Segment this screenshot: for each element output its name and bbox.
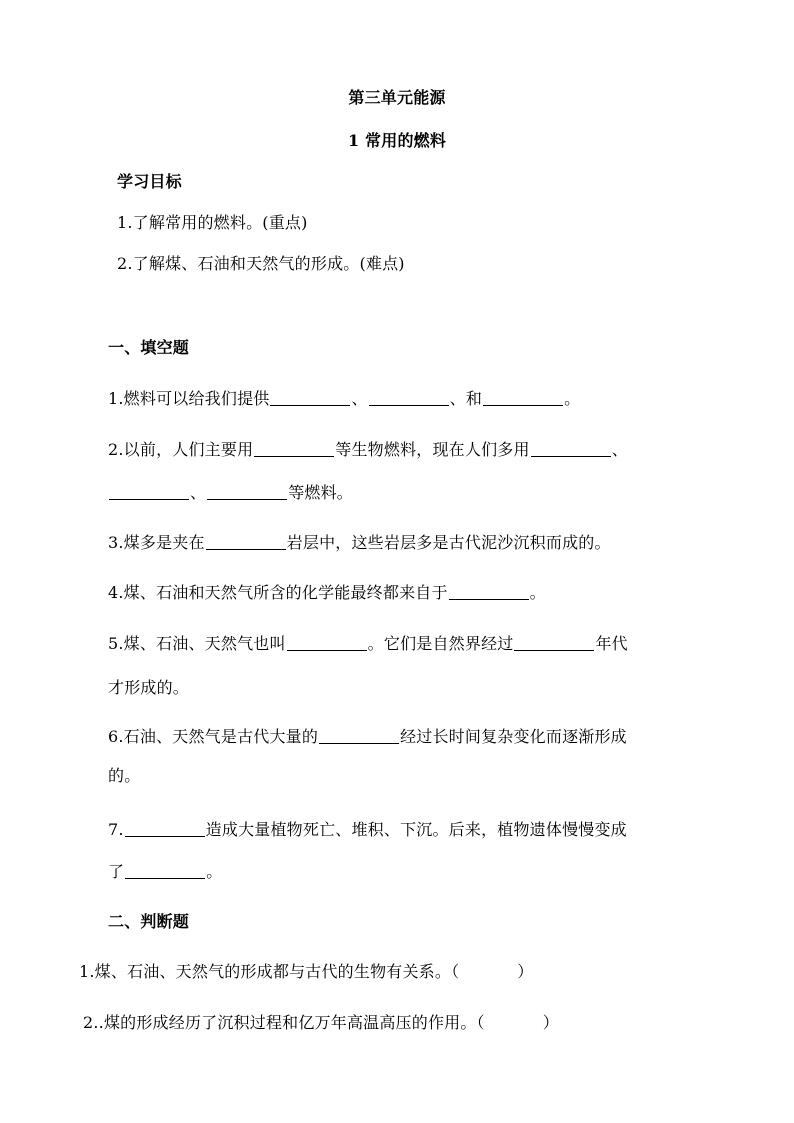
- answer-blank[interactable]: [125, 820, 205, 837]
- objective-item-1: 1.了解常用的燃料。(重点): [117, 213, 308, 232]
- question-3: [108, 531, 611, 555]
- question-7-line-1: [108, 818, 627, 842]
- judgment-question-2: [83, 1011, 559, 1035]
- question-text: 、和: [449, 389, 483, 408]
- question-text: 6.石油、天然气是古代大量的: [108, 727, 319, 746]
- unit-title: 第三单元能源: [348, 88, 446, 107]
- answer-blank[interactable]: [125, 862, 205, 879]
- objective-item-2: 2.了解煤、石油和天然气的形成。(难点): [117, 254, 405, 273]
- question-text: 岩层中，这些岩层多是古代泥沙沉积而成的。: [286, 533, 611, 552]
- question-text: 5.煤、石油、天然气也叫: [108, 634, 286, 653]
- answer-blank[interactable]: [207, 483, 287, 500]
- judgment-question-1: [79, 960, 533, 984]
- question-text: 、: [190, 483, 207, 502]
- question-text: 等燃料。: [288, 483, 354, 502]
- answer-blank[interactable]: [287, 634, 367, 651]
- question-text: 年代: [595, 634, 628, 653]
- question-1: [108, 387, 580, 411]
- question-2-line-2: [108, 481, 353, 505]
- answer-blank[interactable]: [369, 389, 449, 406]
- answer-blank[interactable]: [449, 583, 529, 600]
- question-text: 、: [611, 440, 628, 459]
- answer-blank[interactable]: [483, 389, 563, 406]
- question-6-line-2: 的。: [108, 766, 141, 785]
- objectives-heading: 学习目标: [117, 172, 182, 191]
- question-text: 。: [564, 389, 581, 408]
- section-heading-true-false: 二、判断题: [108, 912, 190, 931]
- question-5-line-1: [108, 632, 628, 656]
- question-5-line-2: 才形成的。: [108, 678, 190, 697]
- question-text: 经过长时间复杂变化而逐渐形成: [400, 727, 627, 746]
- question-text: 等生物燃料，现在人们多用: [335, 440, 530, 459]
- answer-blank[interactable]: [319, 727, 399, 744]
- question-text: 7.: [108, 820, 124, 839]
- question-text: ）: [517, 962, 534, 981]
- question-text: 。它们是自然界经过: [367, 634, 514, 653]
- question-text: 了: [108, 862, 125, 881]
- answer-blank[interactable]: [531, 440, 611, 457]
- question-2-line-1: [108, 438, 628, 462]
- question-text: 2..煤的形成经历了沉积过程和亿万年高温高压的作用。（: [83, 1013, 485, 1032]
- question-text: 1.燃料可以给我们提供: [108, 389, 270, 408]
- question-text: 。: [529, 583, 546, 602]
- question-text: 4.煤、石油和天然气所含的化学能最终都来自于: [108, 583, 448, 602]
- question-text: 1.煤、石油、天然气的形成都与古代的生物有关系。（: [79, 962, 460, 981]
- question-4: [108, 581, 546, 605]
- answer-blank[interactable]: [514, 634, 594, 651]
- lesson-title: 1 常用的燃料: [347, 131, 447, 150]
- answer-blank[interactable]: [254, 440, 334, 457]
- answer-blank[interactable]: [270, 389, 350, 406]
- question-text: 造成大量植物死亡、堆积、下沉。后来，植物遗体慢慢变成: [205, 820, 627, 839]
- section-heading-fill-blanks: 一、填空题: [108, 338, 190, 357]
- question-6-line-1: [108, 725, 627, 749]
- question-7-line-2: [108, 860, 222, 884]
- answer-blank[interactable]: [206, 533, 286, 550]
- question-text: 3.煤多是夹在: [108, 533, 205, 552]
- question-text: 、: [351, 389, 368, 408]
- question-text: 。: [206, 862, 223, 881]
- question-text: 2.以前，人们主要用: [108, 440, 254, 459]
- question-text: ）: [542, 1013, 559, 1032]
- answer-blank[interactable]: [109, 483, 189, 500]
